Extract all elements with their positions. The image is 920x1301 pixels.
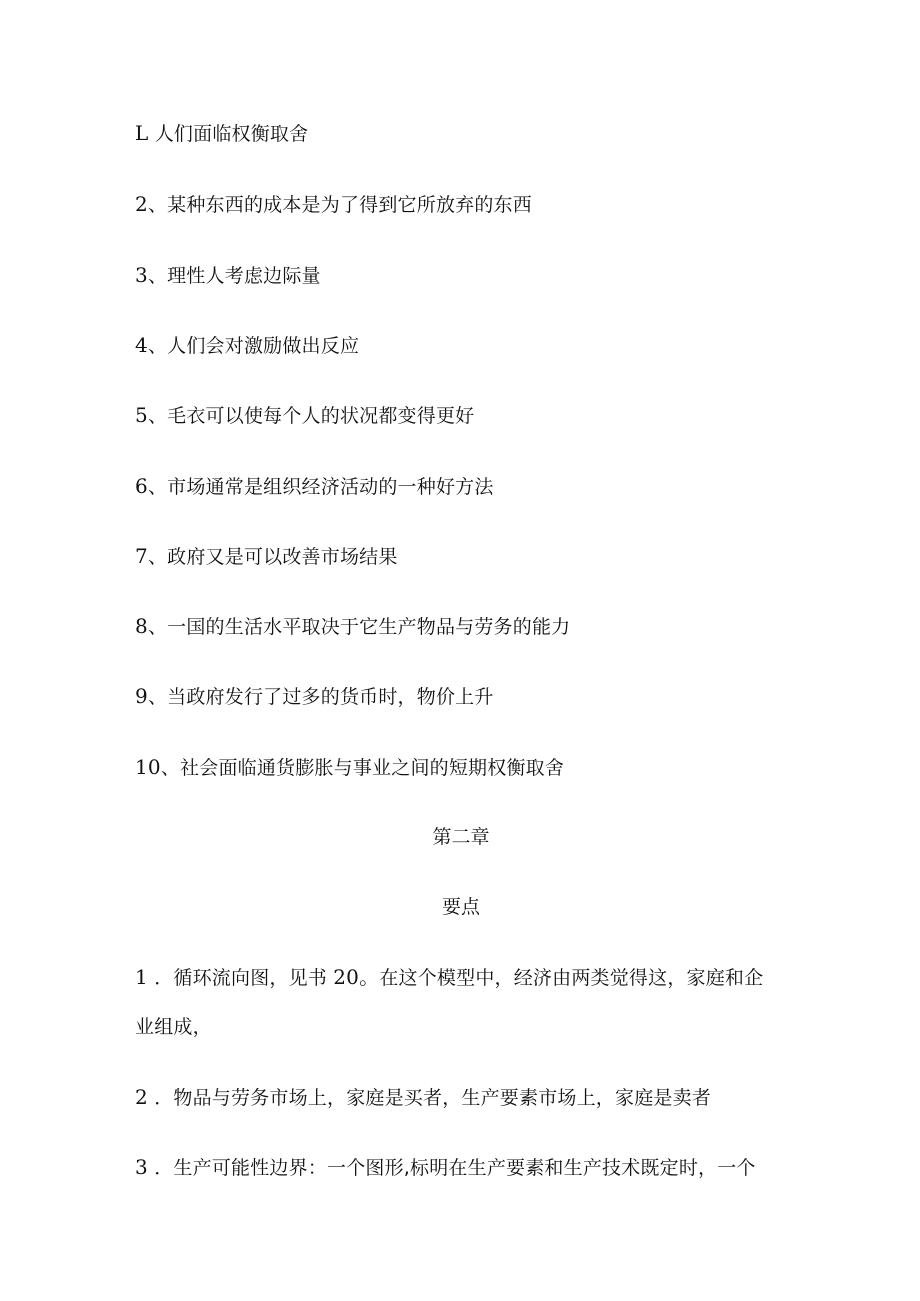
item-number: 10 xyxy=(135,755,161,779)
section-title: 要点 xyxy=(441,896,480,918)
item-number: 5 xyxy=(135,403,148,427)
item-text: 、市场通常是组织经济活动的一种好方法 xyxy=(147,476,494,498)
key-point-3 xyxy=(135,1154,756,1181)
item-number: 7 xyxy=(135,544,148,568)
item-text: 人们面临权衡取舍 xyxy=(154,123,309,145)
principle-item-4 xyxy=(135,332,359,359)
item-text: 、毛衣可以使每个人的状况都变得更好 xyxy=(147,405,475,427)
item-text: 、社会面临通货膨胀与事业之间的短期权衡取舍 xyxy=(160,757,565,779)
item-number: 8 xyxy=(135,614,148,638)
item-text: 、一国的生活水平取决于它生产物品与劳务的能力 xyxy=(147,616,571,638)
item-number: L xyxy=(135,121,149,145)
point-text: 在这个模型中，经济由两类觉得这，家庭和企 xyxy=(379,967,764,989)
chapter-title: 第二章 xyxy=(432,826,490,848)
item-number: 2 xyxy=(135,192,148,216)
principle-item-8 xyxy=(135,613,570,640)
item-text: 、当政府发行了过多的货币时，物价上升 xyxy=(147,686,494,708)
item-text: 、某种东西的成本是为了得到它所放弃的东西 xyxy=(147,194,532,216)
key-point-2 xyxy=(135,1084,711,1111)
principle-item-5 xyxy=(135,402,474,429)
principle-item-3 xyxy=(135,262,321,289)
principle-item-9 xyxy=(135,683,494,710)
principle-item-10 xyxy=(135,754,564,781)
point-number: 1 xyxy=(135,965,148,989)
principle-item-7 xyxy=(135,543,398,570)
item-number: 6 xyxy=(135,474,148,498)
point-text: ．循环流向图，见书 xyxy=(154,967,327,989)
item-number: 3 xyxy=(135,263,148,287)
principle-item-6 xyxy=(135,473,494,500)
item-text: 、理性人考虑边际量 xyxy=(147,265,321,287)
principle-item-1 xyxy=(135,120,308,147)
key-point-1-continued: 业组成， xyxy=(135,1016,212,1038)
item-text: 、政府又是可以改善市场结果 xyxy=(147,546,398,568)
principle-item-2 xyxy=(135,191,532,218)
point-text: ．物品与劳务市场上，家庭是买者，生产要素市场上，家庭是卖者 xyxy=(154,1087,711,1109)
item-number: 9 xyxy=(135,684,148,708)
page-reference: 20。 xyxy=(333,965,380,989)
key-point-1 xyxy=(135,964,763,991)
item-text: 、人们会对激励做出反应 xyxy=(147,335,360,357)
point-number: 2 xyxy=(135,1085,148,1109)
point-text: ．生产可能性边界：一个图形,标明在生产要素和生产技术既定时，一个 xyxy=(154,1157,756,1179)
item-number: 4 xyxy=(135,333,148,357)
point-number: 3 xyxy=(135,1155,148,1179)
